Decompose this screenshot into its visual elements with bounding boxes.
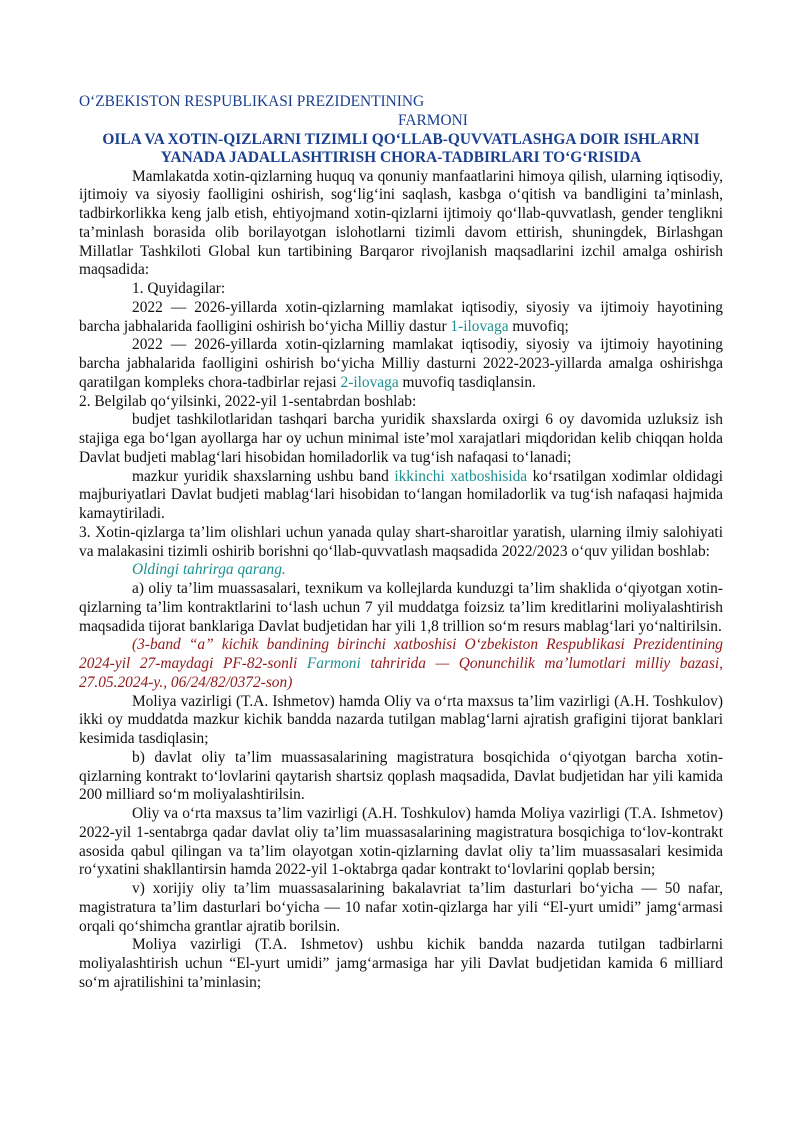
amendment-note — [79, 636, 723, 692]
second-paragraph-link[interactable]: ikkinchi xatboshisida — [394, 467, 528, 485]
issuer-heading: O‘ZBEKISTON RESPUBLIKASI PREZIDENTINING — [79, 93, 425, 110]
item-1-b-paragraph — [79, 336, 723, 392]
item-3-v-paragraph: v) xorijiy oliy ta’lim muassasalarining bakalavriat ta’lim dasturlari bo‘yicha — 50 nafar, magistratura ta’lim dasturlari bo‘yicha — 10 nafar xotin-qizlarga har yili “El-yurt umidi” jamg‘armasi orqali qo‘shimcha grantlar ajratib borilsin. — [79, 880, 723, 935]
item-3-a-extra-paragraph: Moliya vazirligi (T.A. Ishmetov) hamda Oliy va o‘rta maxsus ta’lim vazirligi (A.H. Toshkulov) ikki oy muddatda mazkur kichik bandda nazarda tutilgan mablag‘larni ajratish grafigini tijorat banklari kesimida tasdiqlasin; — [79, 692, 723, 747]
item-2-b-paragraph — [79, 468, 723, 524]
doc-type-heading: FARMONI — [398, 111, 468, 129]
item-2-heading: 2. Belgilab qo‘yilsinki, 2022-yil 1-sentabrdan boshlab: — [79, 392, 417, 410]
item-3-v-extra-paragraph: Moliya vazirligi (T.A. Ishmetov) ushbu kichik bandda nazarda tutilgan tadbirlarni moliyalashtirish uchun “El-yurt umidi” jamg‘armasiga har yili Davlat budjetidan kamida 6 milliard so‘m ajratilishini ta’minlasin; — [79, 936, 723, 991]
item-2-a-paragraph: budjet tashkilotlaridan tashqari barcha yuridik shaxslarda oxirgi 6 oy davomida uzluksiz ish stajiga ega bo‘lgan ayollarga har oy uchun minimal iste’mol xarajatlari miqdoridan kelib chiqqan holda Davlat budjeti mablag‘lari hisobidan homiladorlik va tug‘ish nafaqasi to‘lanadi; — [79, 411, 723, 466]
item-1-a-tail: muvofiq; — [508, 317, 569, 335]
item-2-b-tail: ko‘rsatilgan xodimlar oldidagi majburiyatlari Davlat budjeti mablag‘lari hisobidan to‘langan homiladorlik va tug‘ish nafaqasi hajmida kamaytiriladi. — [79, 467, 724, 522]
item-3-b-extra-paragraph: Oliy va o‘rta maxsus ta’lim vazirligi (A.H. Toshkulov) hamda Moliya vazirligi (T.A. Ishmetov) 2022-yil 1-sentabrga qadar davlat oliy ta’lim muassasalarining magistratura bosqichiga to‘lov-kontrakt asosida qabul qilingan va ta’lim olayotgan xotin-qizlarning davlat oliy ta’lim muassasalari kesimida ro‘yxatini shakllantirsin hamda 2022-yil 1-oktabrga qadar kontrakt to‘lovlarini qoplab bersin; — [79, 805, 723, 879]
item-1-a-paragraph — [79, 299, 723, 337]
item-1-heading: 1. Quyidagilar: — [132, 280, 226, 297]
item-3-a-paragraph: a) oliy ta’lim muassasalari, texnikum va kollejlarda kunduzgi ta’lim shaklida o‘qiyotgan xotin-qizlarning ta’lim kontraktlarini to‘lash uchun 7 yil muddatga foizsiz ta’lim kreditlarini moliyalashtirish maqsadida tijorat banklariga Davlat budjetidan har yili 1,8 trillion so‘m resurs mablag‘lari yo‘naltirilsin. — [79, 580, 723, 635]
item-1-a-text: 2022 — 2026-yillarda xotin-qizlarning mamlakat iqtisodiy, siyosiy va ijtimoiy hayotining barcha jabhalarida faolligini oshirish bo‘yicha Milliy dastur — [79, 298, 723, 335]
item-3-b-paragraph: b) davlat oliy ta’lim muassasalarining magistratura bosqichida o‘qiyotgan barcha xotin-qizlarning kontrakt to‘lovlarini qaytarish shartsiz qoplash maqsadida, Davlat budjetidan har yili kamida 200 milliard so‘m moliyalashtirilsin. — [79, 748, 723, 804]
decree-document — [79, 93, 723, 993]
decree-link[interactable]: Farmoni — [306, 655, 361, 672]
previous-edition-row — [79, 561, 723, 580]
item-3-heading: 3. Xotin-qizlarga ta’lim olishlari uchun yanada qulay shart-sharoitlar yaratish, ularning ilmiy salohiyati va malakasini tizimli oshirib borishni qo‘llab-quvvatlash maqsadida 2022/2023 o‘quv yilidan boshlab: — [79, 523, 723, 560]
preamble-paragraph: Mamlakatda xotin-qizlarning huquq va qonuniy manfaatlarini himoya qilish, ularning iqtisodiy, ijtimoiy va siyosiy faolligini oshirish, sog‘lig‘ini saqlash, kasbga o‘qitish va bandligini ta’minlash, tadbirkorlikka keng jalb etish, ehtiyojmand xotin-qizlarni ijtimoiy qo‘llab-quvvatlash, gender tenglikni ta’minlash borasida olib borilayotgan islohotlarni tizimli davom ettirish, shuningdek, Birlashgan Millatlar Tashkiloti Global kun tartibining Barqaror rivojlanish maqsadlarini izchil amalga oshirish maqsadida: — [79, 167, 723, 279]
annex-2-link[interactable]: 2-ilovaga — [340, 373, 399, 391]
item-1-b-text: 2022 — 2026-yillarda xotin-qizlarning mamlakat iqtisodiy, siyosiy va ijtimoiy hayotining barcha jabhalarida faolligini oshirish bo‘yicha Milliy dasturni 2022-2023-yillarda amalga oshirishga qaratilgan kompleks chora-tadbirlar rejasi — [79, 336, 723, 391]
amendment-note-tail: tahririda — Qonunchilik ma’lumotlari milliy bazasi, 27.05.2024-y., 06/24/82/0372-son) — [79, 655, 723, 691]
annex-1-link[interactable]: 1-ilovaga — [450, 317, 509, 335]
document-title-line-2: YANADA JADALLASHTIRISH CHORA-TADBIRLARI TO‘G‘RISIDA — [160, 149, 642, 166]
amendment-note-text: (3-band “a” kichik bandining birinchi xatboshisi O‘zbekiston Respublikasi Prezidentining 2024-yil 27-maydagi PF-82-sonli — [79, 636, 723, 672]
item-1-b-tail: muvofiq tasdiqlansin. — [398, 373, 536, 391]
previous-edition-link[interactable]: Oldingi tahrirga qarang. — [132, 561, 286, 579]
document-title-line-1: OILA VA XOTIN-QIZLARNI TIZIMLI QO‘LLAB-QUVVATLASHGA DOIR ISHLARNI — [102, 130, 700, 148]
item-2-b-text: mazkur yuridik shaxslarning ushbu band — [132, 467, 395, 485]
